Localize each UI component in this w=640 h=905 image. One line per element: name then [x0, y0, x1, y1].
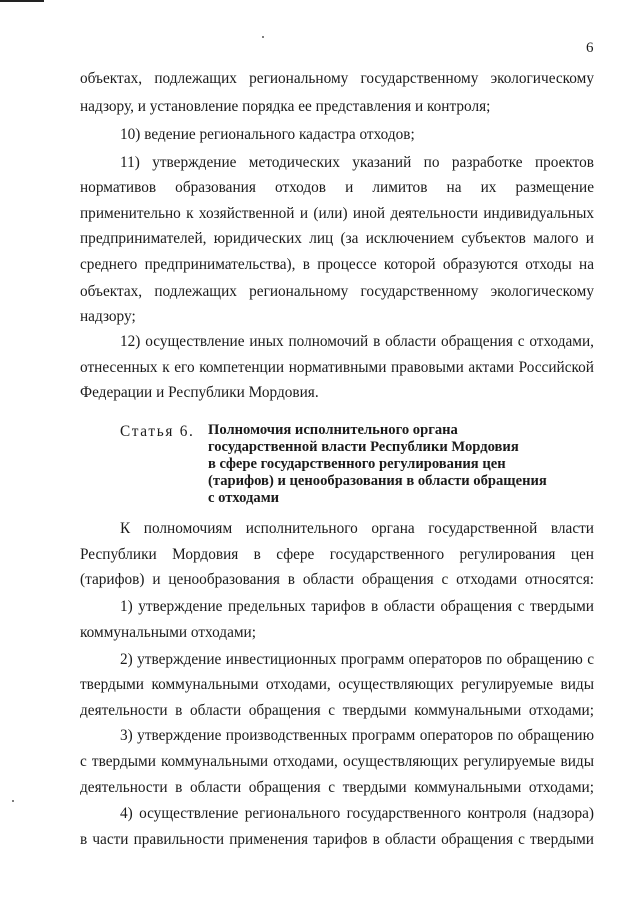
text-line: деятельности в области обращения с твердыми коммунальными отходами;: [80, 779, 594, 796]
list-item-10: 10) ведение регионального кадастра отходов;: [120, 126, 415, 143]
intro-paragraph: К полномочиям исполнительного органа государственной власти: [120, 520, 594, 537]
scan-speck: [12, 800, 14, 802]
article-item-4: 4) осуществление регионального государственного контроля (надзора): [120, 805, 594, 822]
text-line: деятельности в области обращения с твердыми коммунальными отходами;: [80, 702, 594, 719]
text-line: нормативов образования отходов и лимитов на их размещение: [80, 179, 594, 196]
text-line: Федерации и Республики Мордовия.: [80, 384, 319, 401]
text-line: объектах, подлежащих региональному государственному экологическому: [80, 283, 594, 300]
text-line: предпринимателей, юридических лиц (за исключением субъектов малого и: [80, 230, 594, 247]
article-heading-line: с отходами: [208, 490, 280, 506]
text-line: объектах, подлежащих региональному государственному экологическому: [80, 70, 594, 87]
text-line: (тарифов) и ценообразования в области обращения с отходами относятся:: [80, 571, 594, 588]
text-line: Республики Мордовия в сфере государственного регулирования цен: [80, 546, 594, 563]
scan-edge-mark: [0, 0, 44, 2]
scan-speck: [262, 36, 264, 38]
text-line: коммунальными отходами;: [80, 624, 256, 641]
text-line: твердыми коммунальными отходами, осуществляющих регулируемые виды: [80, 676, 594, 693]
text-line: с твердыми коммунальными отходами, осуществляющих регулируемые виды: [80, 753, 594, 770]
text-line: среднего предпринимательства), в процессе которой образуются отходы на: [80, 256, 594, 273]
article-heading-line: (тарифов) и ценообразования в области обращения: [208, 473, 547, 489]
text-line: применительно к хозяйственной и (или) иной деятельности индивидуальных: [80, 205, 594, 222]
list-item-12: 12) осуществление иных полномочий в области обращения с отходами,: [120, 333, 594, 350]
text-line: надзору, и установление порядка ее представления и контроля;: [80, 98, 491, 115]
page-number: 6: [586, 40, 594, 56]
article-item-1: 1) утверждение предельных тарифов в области обращения с твердыми: [120, 598, 594, 615]
text-line: отнесенных к его компетенции нормативными правовыми актами Российской: [80, 359, 594, 376]
list-item-11: 11) утверждение методических указаний по разработке проектов: [120, 154, 594, 171]
text-line: надзору;: [80, 308, 136, 325]
article-item-2: 2) утверждение инвестиционных программ операторов по обращению с: [120, 651, 594, 668]
article-heading-line: Полномочия исполнительного органа: [208, 422, 458, 438]
article-item-3: 3) утверждение производственных программ операторов по обращению: [120, 727, 594, 744]
article-label: Статья 6.: [120, 423, 195, 440]
article-heading-line: в сфере государственного регулирования цен: [208, 456, 506, 472]
text-line: в части правильности применения тарифов в области обращения с твердыми: [80, 831, 594, 848]
article-heading-line: государственной власти Республики Мордовия: [208, 439, 519, 455]
